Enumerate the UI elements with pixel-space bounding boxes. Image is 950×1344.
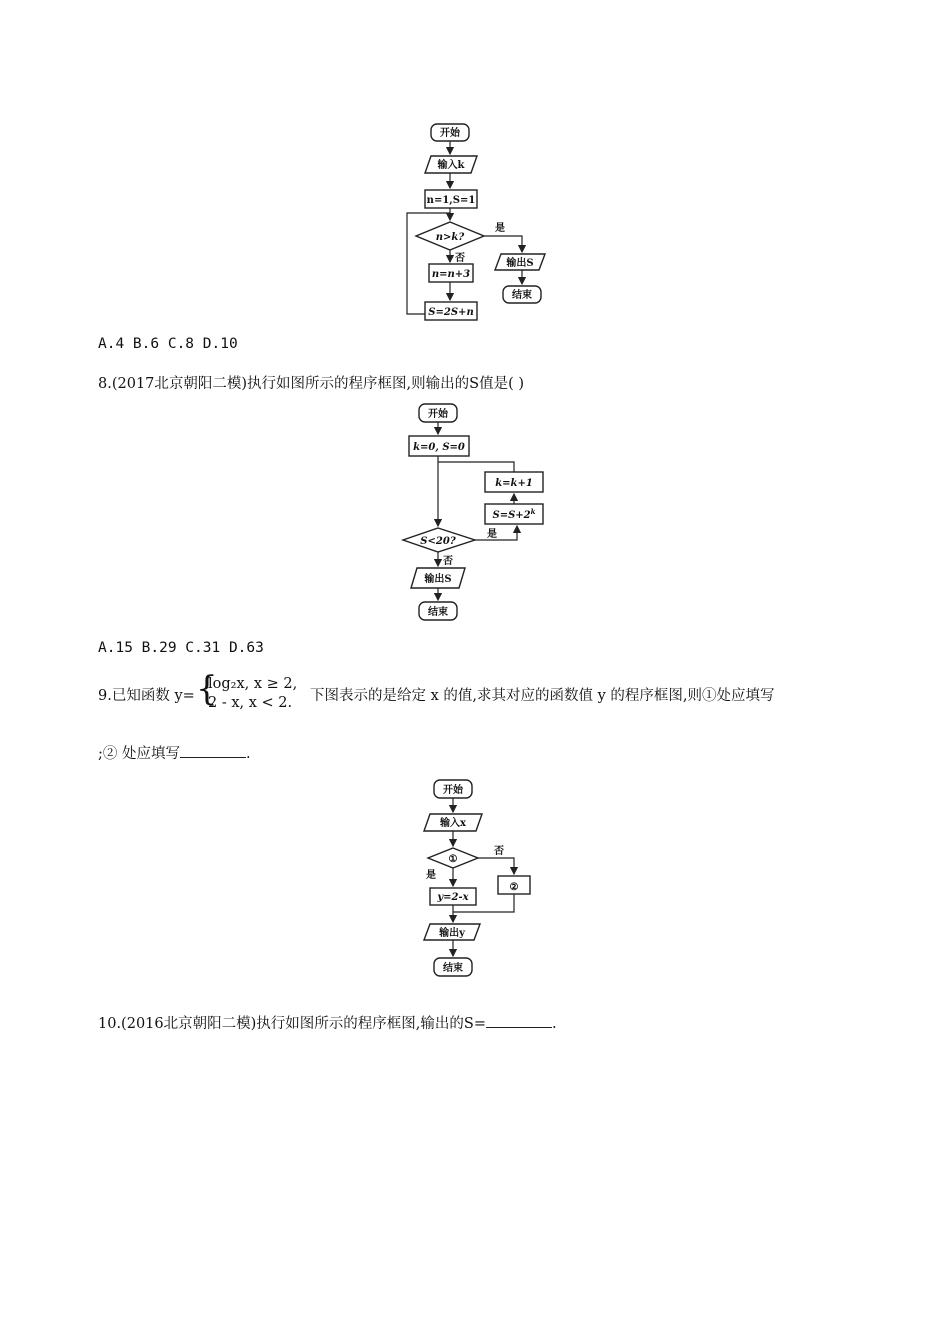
- end-label: 结束: [443, 963, 463, 974]
- yes-label: 是: [426, 870, 436, 881]
- q9-brace: {: [196, 669, 218, 709]
- q9-case-1: log₂x, x ≥ 2,: [208, 676, 298, 692]
- input-label: 输入k: [437, 160, 465, 171]
- start-label: 开始: [428, 409, 448, 420]
- flowchart-2: [395, 398, 560, 628]
- end-label: 结束: [512, 290, 532, 301]
- box-2-label: ②: [509, 882, 519, 893]
- condition-label: n>k?: [435, 232, 465, 243]
- q10-tail: .: [551, 1016, 557, 1032]
- input-label: 输入x: [440, 818, 466, 829]
- condition-label: S<20?: [420, 536, 456, 547]
- q9-case-2: 2 - x, x < 2.: [208, 695, 293, 711]
- no-label: 否: [494, 846, 504, 857]
- answer-blank-2[interactable]: [180, 745, 246, 758]
- yes-label: 是: [495, 223, 505, 234]
- q9-line-2: [98, 742, 251, 763]
- q7-options: A.4 B.6 C.8 D.10: [98, 336, 238, 352]
- start-label: 开始: [440, 128, 460, 139]
- yes-label: 是: [487, 529, 497, 540]
- init-label: n=1,S=1: [426, 195, 476, 206]
- q8-stem: 8.(2017北京朝阳二模)执行如图所示的程序框图,则输出的S值是( ): [98, 376, 525, 392]
- assign-label: y=2-x: [437, 892, 469, 903]
- q10-text: 10.(2016北京朝阳二模)执行如图所示的程序框图,输出的S=: [98, 1016, 486, 1032]
- step-k-label: k=k+1: [495, 478, 533, 489]
- flowchart-3: [410, 774, 545, 984]
- q8-options: A.15 B.29 C.31 D.63: [98, 640, 264, 656]
- step-s-label: S=2S+n: [428, 307, 474, 318]
- condition-label: ①: [448, 854, 458, 865]
- flowchart-1: [395, 118, 555, 328]
- q9-prefix: 9.已知函数 y=: [98, 688, 195, 704]
- start-label: 开始: [443, 785, 463, 796]
- end-label: 结束: [428, 607, 448, 618]
- q9-suffix: 下图表示的是给定 x 的值,求其对应的函数值 y 的程序框图,则①处应填写: [310, 688, 775, 704]
- q9-line2-text: ;② 处应填写: [98, 746, 180, 762]
- no-label: 否: [455, 253, 465, 264]
- output-label: 输出S: [506, 258, 534, 269]
- step-s-label: $S=S+2^k$: [492, 507, 536, 521]
- step-n-label: n=n+3: [431, 269, 471, 280]
- init-label: k=0, S=0: [413, 442, 465, 453]
- no-label: 否: [443, 556, 453, 567]
- q10-stem: [98, 1012, 557, 1033]
- answer-blank[interactable]: [486, 1015, 552, 1028]
- output-label: 输出S: [424, 574, 452, 585]
- q9-line2-end: .: [246, 746, 251, 762]
- output-label: 输出y: [439, 928, 465, 939]
